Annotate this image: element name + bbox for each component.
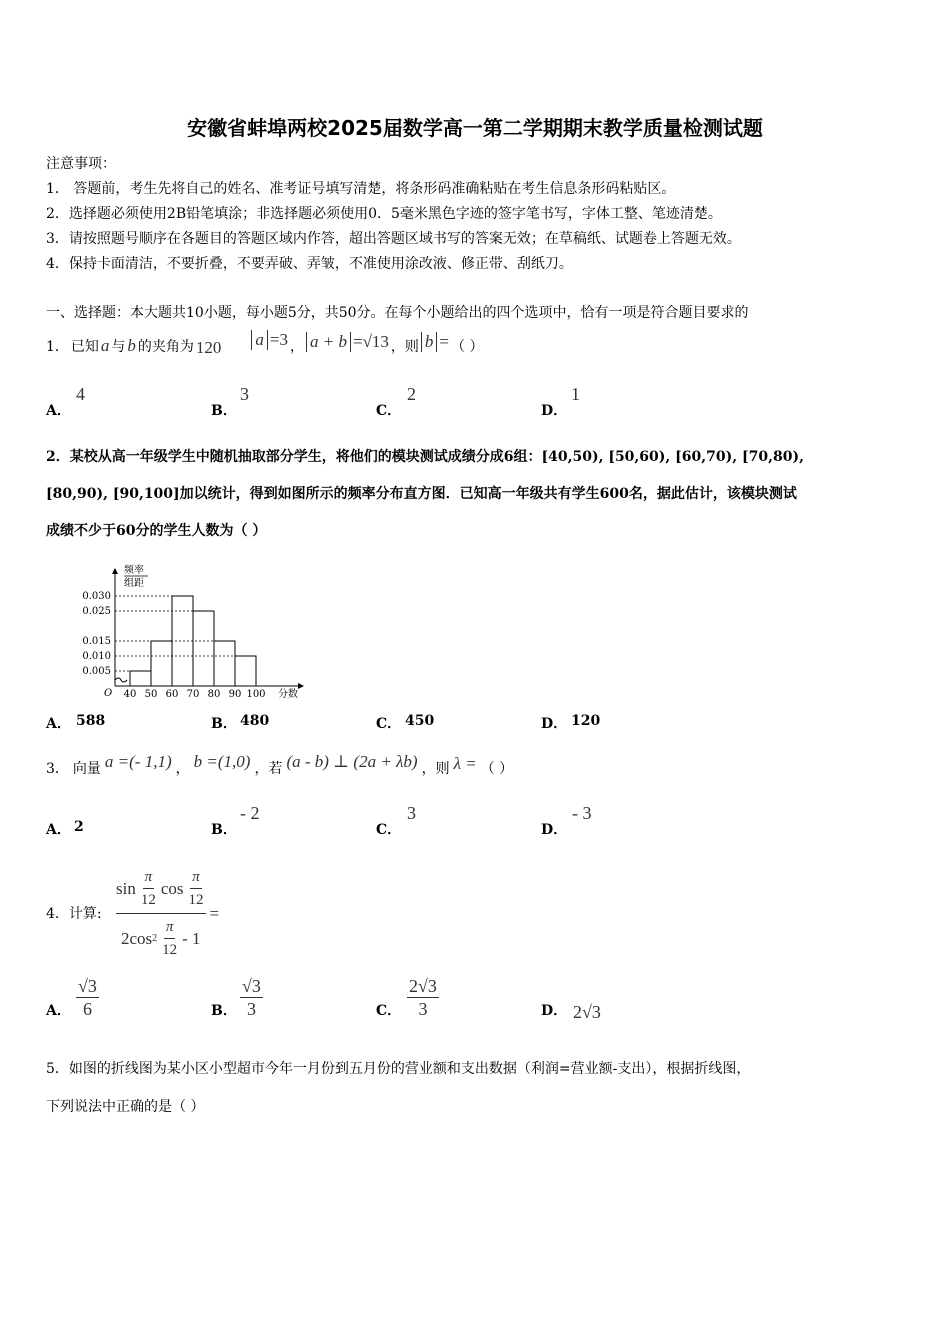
q4-minus-one: - 1 <box>182 928 201 948</box>
q1-text-2: 与 <box>111 339 126 355</box>
x-axis-label: 分数 <box>278 689 298 700</box>
q1-angle: 120 <box>195 338 222 357</box>
q3-lambda: λ = <box>453 754 477 773</box>
q2-option-d-value: 120 <box>571 713 601 729</box>
q4-text: 计算: <box>68 906 102 922</box>
q3-condition: (a - b) ⊥ (2a + λb) <box>286 752 418 771</box>
q1-option-c-value: 2 <box>407 384 416 404</box>
q1-text-1: 已知 <box>70 339 99 355</box>
q3-text-3: ，则 <box>421 761 450 777</box>
q1-text-3: 的夹角为 <box>137 339 194 355</box>
y-tick-label-3: 0.010 <box>82 651 111 662</box>
y-tick-label-4: 0.005 <box>82 666 111 677</box>
notice-item-4: 4．保持卡面清洁，不要折叠，不要弄破、弄皱，不准使用涂改液、修正带、刮纸刀。 <box>46 256 573 272</box>
x-tick-label-90: 90 <box>228 689 242 700</box>
x-tick-label-80: 80 <box>207 689 221 700</box>
q4-option-b-value <box>240 975 263 1020</box>
section-heading: 一、选择题：本大题共10小题，每小题5分，共50分。在每个小题给出的四个选项中，恰有一项是符合题目要求的 <box>46 305 749 321</box>
q2-option-a-value: 588 <box>76 713 106 729</box>
q2-line-1: 2．某校从高一年级学生中随机抽取部分学生，将他们的模块测试成绩分成6组：[40,50), [50,60), [60,70), [70,80), <box>46 449 804 465</box>
q1-abs-a-plus-b: a + b <box>306 332 351 352</box>
q1-abs-a-value: =3 <box>269 330 289 349</box>
q3-option-a-label: A． <box>46 822 71 838</box>
q4-expression <box>116 866 219 961</box>
q4-equals: = <box>209 903 220 923</box>
q1-answer-paren: （ ） <box>451 339 484 355</box>
origin-label: O <box>104 688 113 699</box>
q4-twelve-2: 12 <box>188 892 204 908</box>
q1-abs-a-plus-b-value: =√13 <box>353 332 389 351</box>
x-tick-label-70: 70 <box>186 689 200 700</box>
q3-option-d-label: D． <box>541 822 568 838</box>
q4-option-a-label: A． <box>46 1003 71 1019</box>
x-tick-label-100: 100 <box>246 689 266 700</box>
page-title: 安徽省蚌埠两校2025届数学高一第二学期期末教学质量检测试题 <box>187 116 763 140</box>
q3-text-2: ，若 <box>254 761 283 777</box>
q4-option-c-num: 2√3 <box>409 976 437 996</box>
x-tick-label-40: 40 <box>123 689 137 700</box>
q2-line-2: [80,90), [90,100]加以统计，得到如图所示的频率分布直方图．已知高一年级共有学生600名，据此估计，该模块测试 <box>46 486 797 502</box>
q2-option-b-label: B． <box>211 716 237 732</box>
notice-item-3: 3．请按照题号顺序在各题目的答题区域内作答，超出答题区域书写的答案无效；在草稿纸、试题卷上答题无效。 <box>46 231 741 247</box>
q3-option-b-label: B． <box>211 822 237 838</box>
q1-vector-a: a <box>100 336 110 355</box>
q1-number: 1． <box>46 339 69 355</box>
q4-sin: sin <box>116 878 136 898</box>
q4-option-c-label: C． <box>376 1003 402 1019</box>
q1-option-d-label: D． <box>541 403 568 419</box>
y-tick-label-0: 0.030 <box>82 591 111 602</box>
q1-vector-b: b <box>127 336 136 355</box>
q2-line-3: 成绩不少于60分的学生人数为（ ） <box>46 523 267 539</box>
q4-option-d-value: 2√3 <box>573 1002 601 1022</box>
q5-line-2: 下列说法中正确的是（ ） <box>46 1099 205 1115</box>
q3-vector-b: b =(1,0) <box>193 752 251 771</box>
bar-50-60 <box>151 641 172 686</box>
question-3 <box>46 752 514 778</box>
notice-item-1: 1． 答题前，考生先将自己的姓名、准考证号填写清楚，将条形码准确粘贴在考生信息条形码粘贴区。 <box>46 181 676 197</box>
q2-option-c-value: 450 <box>405 713 435 729</box>
q1-text-4: ，则 <box>390 339 419 355</box>
q4-square: 2 <box>152 933 158 944</box>
q3-option-d-value: - 3 <box>572 803 592 823</box>
q4-twelve-3: 12 <box>162 942 178 958</box>
q3-comma: ， <box>175 761 190 777</box>
y-axis-label-top: 频率 <box>124 565 144 576</box>
q1-option-c-label: C． <box>376 403 402 419</box>
q1-equals: = <box>439 332 450 351</box>
q1-abs-b: b <box>421 332 438 352</box>
q4-twelve-1: 12 <box>140 892 156 908</box>
notice-item-2: 2．选择题必须使用2B铅笔填涂；非选择题必须使用0．5毫米黑色字迹的签字笔书写，字体工整、笔迹清楚。 <box>46 206 722 222</box>
y-axis-arrow <box>112 568 118 574</box>
y-tick-label-1: 0.025 <box>82 606 111 617</box>
q3-vector-a: a =(- 1,1) <box>104 752 172 771</box>
q3-option-c-label: C． <box>376 822 402 838</box>
q4-pi-3: π <box>164 916 176 939</box>
q3-text-1: 向量 <box>72 761 101 777</box>
bar-80-90 <box>214 641 235 686</box>
q1-comma: ， <box>290 339 305 355</box>
q1-option-b-label: B． <box>211 403 237 419</box>
q4-option-a-den: 6 <box>82 999 92 1019</box>
question-1 <box>46 330 484 357</box>
q3-option-a-value: 2 <box>74 819 84 835</box>
q3-answer-paren: （ ） <box>480 761 514 777</box>
q5-line-1: 5．如图的折线图为某小区小型超市今年一月份到五月份的营业额和支出数据（利润=营业额-支出），根据折线图， <box>46 1061 751 1077</box>
q4-cos: cos <box>160 878 184 898</box>
q4-num: 4． <box>46 906 69 922</box>
q2-option-a-label: A． <box>46 716 71 732</box>
q4-twocos: 2cos <box>120 928 153 948</box>
bar-90-100 <box>235 656 256 686</box>
bar-70-80 <box>193 611 214 686</box>
q4-pi-2: π <box>190 866 202 889</box>
x-tick-label-50: 50 <box>144 689 158 700</box>
axis-break <box>115 678 127 682</box>
q1-option-d-value: 1 <box>571 384 580 404</box>
q3-number: 3． <box>46 761 69 777</box>
q4-option-b-den: 3 <box>246 999 256 1019</box>
x-axis-arrow <box>298 683 304 689</box>
notice-heading: 注意事项： <box>46 156 116 172</box>
q4-option-b-num: √3 <box>242 976 261 996</box>
q1-option-a-label: A． <box>46 403 71 419</box>
q1-abs-a: a <box>251 330 268 350</box>
q4-option-b-label: B． <box>211 1003 237 1019</box>
q2-option-b-value: 480 <box>240 713 270 729</box>
y-axis-label-bottom: 组距 <box>124 578 144 589</box>
q2-option-c-label: C． <box>376 716 402 732</box>
q3-option-c-value: 3 <box>407 803 416 823</box>
q2-option-d-label: D． <box>541 716 568 732</box>
frequency-histogram <box>70 560 320 705</box>
y-tick-label-2: 0.015 <box>82 636 111 647</box>
q4-pi-1: π <box>143 866 155 889</box>
q4-option-a-num: √3 <box>78 976 97 996</box>
q4-option-c-value <box>407 975 439 1020</box>
q3-option-b-value: - 2 <box>240 803 260 823</box>
q1-option-a-value: 4 <box>76 384 85 404</box>
x-tick-label-60: 60 <box>165 689 179 700</box>
q4-number <box>46 903 102 923</box>
bar-40-50 <box>130 671 151 686</box>
q4-option-c-den: 3 <box>418 999 428 1019</box>
q1-option-b-value: 3 <box>240 384 249 404</box>
q4-option-d-label: D． <box>541 1003 568 1019</box>
q4-option-a-value <box>76 975 99 1020</box>
